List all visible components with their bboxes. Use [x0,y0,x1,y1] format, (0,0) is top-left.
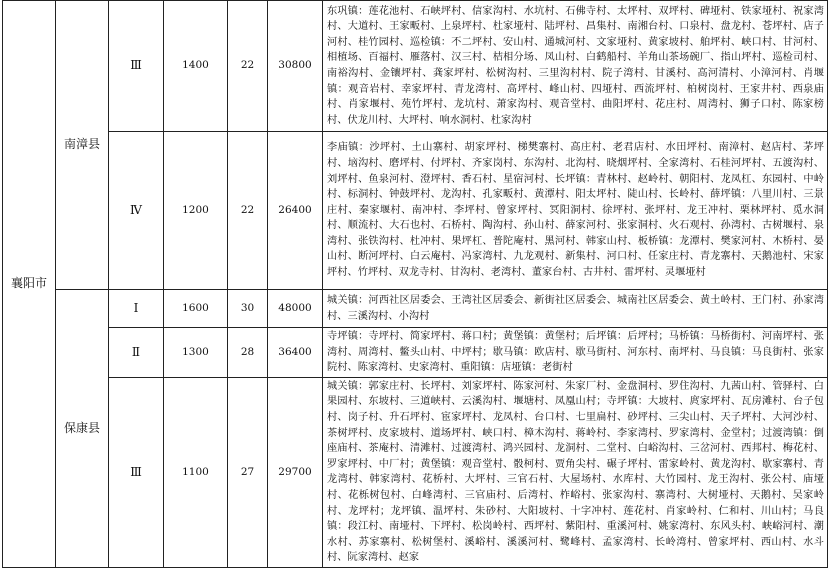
table-row [3,377,828,567]
table-row [3,328,828,378]
elevation-cell: 1100 [164,377,228,567]
villages-cell [323,377,828,567]
value-cell: 29700 [268,377,323,567]
value-cell: 26400 [268,132,323,290]
table-row [3,1,828,132]
snow-load-table [2,0,828,568]
value-cell: 48000 [268,290,323,328]
table-row [3,290,828,328]
villages-text: 李庙镇：沙坪村、土山寨村、胡家坪村、梯樊寨村、高庄村、老君店村、水田坪村、南漳村、赵店村、茅坪村、垴沟村、磨坪村、付坪村、齐家岗村、东沟村、北沟村、晓烟坪村、全家湾村、石桂河坪村、五渡沟村、刘坪村、鱼泉河村、澄坪村、香石村、星宿河村、长坪镇：青林村、赵岭村、朝阳村、龙凤杠、东园村、中岭村、标洞村、钟鼓坪村、龙沟村、孔家畈村、黄潭村、阳太坪村、陡山村、长岭村、薛坪镇：八里川村、三景庄村、秦家堰村、南冲村、李坪村、曾家坪村、冥阳洞村、徐坪村、张坪村、龙王冲村、栗林坪村、觅水洞村、顺流村、大石也村、石桥村、陶沟村、孙山村、薛家河村、张家洞村、火石观村、孙湾村、古树堰村、泉湾村、张铁沟村、杜冲村、果坪杠、普陀庵村、黑河村、韩家山村、板桥镇：龙潭村、樊家河村、木桥村、晏山村、断河坪村、白云庵村、冯家湾村、九龙观村、新集村、河口村、任家庄村、青龙寨村、天鹅池村、宋家坪村、竹坪村、双龙寺村、甘沟村、老湾村、董家台村、古井村、雷坪村、灵堰垭村 [327,142,824,279]
villages-text: 城关镇：河西社区居委会、王湾社区居委会、新街社区居委会、城南社区居委会、黄土岭村、王门村、孙家湾村、三溪沟村、小沟村 [327,294,824,322]
snow-load-cell: 22 [228,132,268,290]
villages-cell [323,328,828,378]
city-cell: 襄阳市 [3,1,56,568]
snow-load-cell: 27 [228,377,268,567]
villages-cell [323,1,828,132]
grade-cell: Ⅲ [109,1,164,132]
county-cell: 南漳县 [56,1,109,290]
grade-cell: Ⅲ [109,377,164,567]
villages-cell [323,132,828,290]
grade-cell: Ⅰ [109,290,164,328]
snow-load-cell: 22 [228,1,268,132]
elevation-cell: 1600 [164,290,228,328]
snow-load-cell: 28 [228,328,268,378]
value-cell: 30800 [268,1,323,132]
grade-cell: Ⅱ [109,328,164,378]
elevation-cell: 1200 [164,132,228,290]
villages-text: 寺坪镇：寺坪村、简家坪村、蒋口村；黄堡镇：黄堡村；后坪镇：后坪村；马桥镇：马桥街村、河南坪村、张湾村、周湾村、鳖头山村、中坪村；歇马镇：欧店村、歇马街村、河东村、南坪村、马良镇：马良街村、张家院村、陈家湾村、史家湾村、重阳镇：店垭镇：老街村 [327,331,824,374]
value-cell: 36400 [268,328,323,378]
grade-cell: Ⅳ [109,132,164,290]
table-row [3,132,828,290]
villages-cell [323,290,828,328]
snow-load-cell: 30 [228,290,268,328]
villages-text: 东巩镇：莲花池村、石峡坪村、信家沟村、水坑村、石佛寺村、太坪村、双坪村、碑垭村、铁家垭村、祝家湾村、大道村、王家畈村、上泉坪村、杜家垭村、陆坪村、昌集村、南湘台村、口泉村、盘龙村、苍坪村、店子河村、桂竹园村、巡检镇：不二坪村、安山村、通城河村、文家垭村、黄家坡村、舶坪村、峡口村、甘河村、相植场、百福村、雁落村、汉三村、桔相分场、凤山村、白鹤船村、羊角山茶场碗厂、指山坪村、巡检司村、南裕沟村、金镶坪村、龚家坪村、松树沟村、三里沟村村、院子湾村、甘溪村、高河清村、小漳河村、肖堰镇：观音岩村、幸家坪村、青龙湾村、高坪村、峰山村、四垭村、西流坪村、柏树岗村、王家井村、西泉庙村、肖家堰村、苑竹坪村、龙坑村、萧家沟村、观音堂村、曲阳坪村、花庄村、周湾村、狮子口村、陈家榜村、伏龙川村、大坪村、响水洞村、杜家沟村 [327,5,824,126]
elevation-cell: 1300 [164,328,228,378]
villages-text: 城关镇：郭家庄村、长坪村、刘家坪村、陈家河村、朱家厂村、金盘洞村、罗住沟村、九茜山村、管驿村、白果园村、东坡村、三道峡村、云溪沟村、堰塘村、凤凰山村；寺坪镇：大坡村、庹家坪村、瓦房滩村、台子包村、岗子村、升石坪村、宦家坪村、龙凤村、台口村、七里扁村、砂坪村、三尖山村、天子坪村、大河沙村、茶树坪村、皮家坡村、道场坪村、峡口村、樟木沟村、蒋岭村、李家湾村、罗家湾村、金堂村；过渡湾镇：倒座庙村、茶庵村、清滩村、过渡湾村、鸿兴园村、龙洞村、二堂村、白峪沟村、三岔河村、西邦村、梅花村、罗家坪村、中厂村；黄堡镇：观音堂村、骰柯村、贾角尖村、碾子坪村、雷家岭村、黄龙沟村、歇家寨村、青龙湾村、韩家湾村、花桥村、大坪村、三官石村、大屋场村、水库村、大竹园村、龙王沟村、张公村、庙垭村、花栎树包村、白峰湾村、三官庙村、后湾村、柞峪村、张家沟村、寨湾村、大树垭村、天鹅村、吴家岭村、龙坪村；龙坪镇、温坪村、朱砂村、大阳坡村、十字冲村、莲花村、肖家岭村、仁和村、川山村；马良镇：段江村、南垭村、下坪村、松岗岭村、西坪村、紫阳村、重溪河村、姚家湾村、东风头村、峡峪河村、潮水村、苏家寨村、松树堡村、溪峪村、溪溪河村、鹭峰村、孟家湾村、长岭湾村、曾家坪村、西山村、水斗村、阮家湾村、赵家 [327,380,824,564]
county-cell: 保康县 [56,290,109,568]
elevation-cell: 1400 [164,1,228,132]
